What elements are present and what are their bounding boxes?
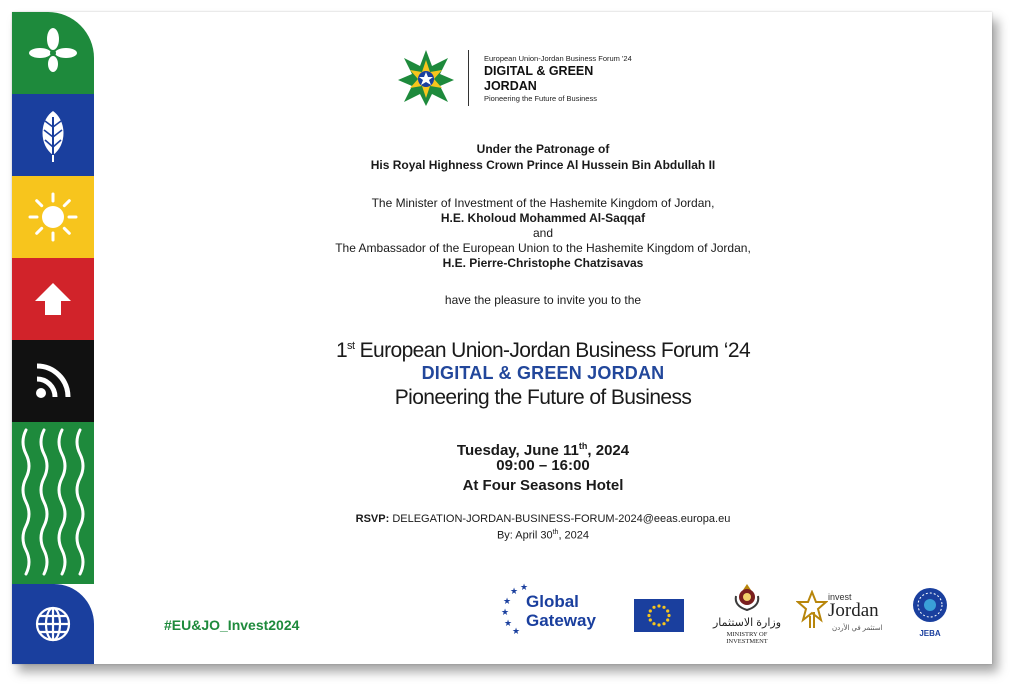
jordan-crest-icon — [732, 582, 762, 612]
svg-text:★: ★ — [503, 597, 512, 607]
logo-line-2b: JORDAN — [484, 79, 537, 93]
invite-line: have the pleasure to invite you to the — [444, 293, 642, 307]
minister-title: The Minister of Investment of the Hashemite Kingdom of Jordan, — [371, 196, 715, 210]
svg-text:★: ★ — [520, 583, 529, 593]
invest-arabic-text: استثمر في الأردن — [832, 625, 883, 632]
forum-ordinal: 1 — [335, 339, 348, 362]
plant-icon — [28, 26, 78, 80]
rsvp-deadline-sup: th — [552, 529, 559, 536]
color-strip — [12, 12, 94, 664]
waves-icon — [12, 422, 94, 584]
ministry-logo — [712, 582, 782, 650]
jeba-logo — [910, 586, 950, 642]
event-date-year: , 2024 — [587, 442, 630, 459]
invest-star-icon — [796, 590, 828, 630]
arrow-up-icon — [31, 279, 75, 319]
forum-ordinal-sup: st — [347, 340, 355, 352]
rsvp-label: RSVP: — [355, 513, 390, 525]
global-gateway-line-2: Gateway — [526, 611, 596, 630]
patronage-line-2: His Royal Highness Crown Prince Al Hussein Bin Abdullah II — [370, 158, 716, 172]
star-emblem-icon — [396, 48, 456, 108]
event-date-main: Tuesday, June 11 — [456, 442, 579, 459]
signal-icon — [31, 359, 75, 403]
forum-tagline: Pioneering the Future of Business — [394, 386, 692, 409]
rsvp-line — [94, 512, 992, 526]
logo-line-2a: DIGITAL & GREEN — [484, 64, 594, 78]
logo-divider — [468, 50, 469, 106]
svg-text:★: ★ — [501, 608, 510, 618]
black-block — [12, 340, 94, 422]
svg-text:★: ★ — [510, 587, 519, 597]
rsvp-deadline-year: , 2024 — [558, 529, 590, 542]
and-text: and — [532, 226, 554, 240]
leaf-icon — [33, 107, 73, 163]
ambassador-title: The Ambassador of the European Union to the Hashemite Kingdom of Jordan, — [335, 241, 751, 255]
event-date-sup: th — [578, 441, 588, 451]
logo-text — [484, 54, 704, 103]
rsvp-deadline — [94, 526, 992, 543]
event-venue: At Four Seasons Hotel — [462, 477, 624, 494]
invest-big-text: Jordan — [828, 600, 879, 621]
event-time: 09:00 – 16:00 — [496, 457, 590, 474]
invitation-card — [12, 12, 992, 664]
global-gateway-line-1: Global — [526, 592, 579, 611]
globe-icon — [33, 604, 73, 644]
green-waves-block — [12, 422, 94, 584]
eu-flag-stars-icon — [634, 599, 684, 632]
blue-block — [12, 94, 94, 176]
invest-small-text: invest — [828, 592, 852, 602]
hashtag: #EU&JO_Invest2024 — [164, 617, 300, 633]
ministry-arabic: وزارة الاستثمار — [712, 617, 782, 629]
logo-line-3: Pioneering the Future of Business — [484, 94, 597, 103]
logo-line-1: European Union-Jordan Business Forum '24 — [484, 54, 632, 63]
forum-subtitle: DIGITAL & GREEN JORDAN — [421, 363, 665, 383]
forum-title — [94, 334, 992, 363]
ministry-english: MINISTRY OF INVESTMENT — [726, 631, 768, 645]
ambassador-name: H.E. Pierre-Christophe Chatzisavas — [442, 256, 644, 270]
forum-title-rest: European Union-Jordan Business Forum ‘24 — [354, 339, 751, 362]
rsvp-deadline-main: By: April 30 — [496, 529, 553, 542]
global-gateway-logo — [500, 580, 618, 640]
forum-logo — [396, 48, 716, 108]
sun-icon — [27, 191, 79, 243]
invest-jordan-logo — [796, 590, 896, 640]
svg-text:★: ★ — [512, 627, 521, 636]
minister-name: H.E. Kholoud Mohammed Al-Saqqaf — [440, 211, 646, 225]
yellow-block — [12, 176, 94, 258]
jeba-emblem-icon — [911, 586, 949, 624]
blue-globe-block — [12, 584, 94, 664]
invitation-content — [94, 12, 992, 664]
patronage-line-1: Under the Patronage of — [476, 142, 610, 156]
eu-flag — [634, 599, 684, 632]
jeba-text: JEBA — [919, 629, 941, 638]
rsvp-email[interactable]: DELEGATION-JORDAN-BUSINESS-FORUM-2024@eeas.europa.eu — [389, 513, 731, 525]
global-gateway-text — [526, 592, 596, 630]
red-block — [12, 258, 94, 340]
svg-text:★: ★ — [504, 619, 513, 629]
green-block — [12, 12, 94, 94]
